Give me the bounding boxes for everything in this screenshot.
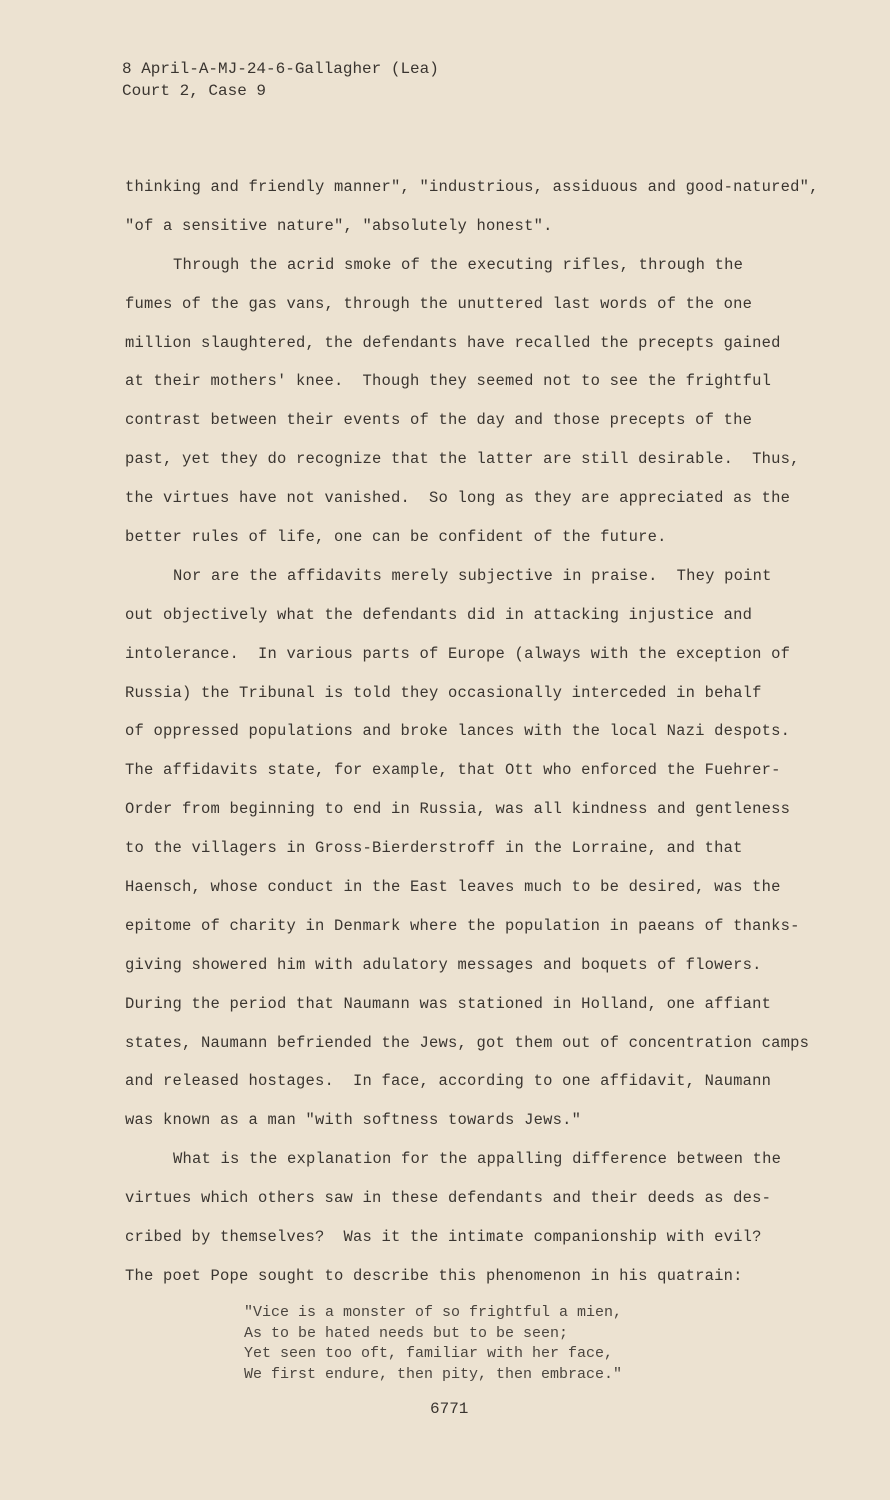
verse-line: "Vice is a monster of so frightful a mien, [244,1304,623,1321]
text-line: of oppressed populations and broke lances with the local Nazi despots. [125,722,791,741]
document-header [122,58,439,102]
text-line: virtues which others saw in these defendants and their deeds as des- [125,1189,772,1208]
text-line: million slaughtered, the defendants have recalled the precepts gained [125,333,781,352]
header-reference: 8 April-A-MJ-24-6-Gallagher (Lea) [122,60,439,78]
text-line: During the period that Naumann was stationed in Holland, one affiant [125,994,772,1013]
document-body [125,168,845,1296]
text-line: Russia) the Tribunal is told they occasionally interceded in behalf [125,683,762,702]
header-court-case: Court 2, Case 9 [122,82,267,100]
text-line: intolerance. In various parts of Europe (always with the exception of [125,644,791,663]
text-line: to the villagers in Gross-Bierderstroff in the Lorraine, and that [125,839,743,858]
text-line: The poet Pope sought to describe this phenomenon in his quatrain: [125,1266,743,1285]
text-line: Order from beginning to end in Russia, was all kindness and gentleness [125,800,791,819]
text-line: Haensch, whose conduct in the East leaves much to be desired, was the [125,878,781,897]
text-line: and released hostages. In face, according to one affidavit, Naumann [125,1072,772,1091]
verse-line: As to be hated needs but to be seen; [244,1324,569,1342]
text-line: past, yet they do recognize that the latter are still desirable. Thus, [125,450,800,469]
text-line: The affidavits state, for example, that Ott who enforced the Fuehrer- [125,761,781,780]
text-line: Through the acrid smoke of the executing rifles, through the [173,255,744,274]
text-line: epitome of charity in Denmark where the population in paeans of thanks- [125,916,800,935]
text-line: the virtues have not vanished. So long as they are appreciated as the [125,489,791,508]
text-line: fumes of the gas vans, through the unuttered last words of the one [125,294,753,313]
page-number: 6771 [430,1400,469,1418]
text-line: cribed by themselves? Was it the intimate companionship with evil? [125,1228,762,1247]
quatrain [244,1303,622,1385]
text-line: at their mothers' knee. Though they seemed not to see the frightful [125,372,772,391]
text-line: Nor are the affidavits merely subjective in praise. They point [173,566,772,585]
text-line: thinking and friendly manner", "industrious, assiduous and good-natured", [125,178,819,196]
text-line: contrast between their events of the day and those precepts of the [125,411,753,430]
text-line: What is the explanation for the appalling difference between the [173,1150,782,1169]
text-line: out objectively what the defendants did in attacking injustice and [125,605,753,624]
text-line: giving showered him with adulatory messages and boquets of flowers. [125,955,762,974]
verse-line: We first endure, then pity, then embrace." [244,1365,623,1383]
text-line: states, Naumann befriended the Jews, got them out of concentration camps [125,1033,810,1052]
text-line: was known as a man "with softness towards Jews." [125,1111,582,1130]
text-line: "of a sensitive nature", "absolutely honest". [125,216,553,235]
verse-line: Yet seen too oft, familiar with her face, [244,1345,614,1362]
text-line: better rules of life, one can be confident of the future. [125,528,667,547]
